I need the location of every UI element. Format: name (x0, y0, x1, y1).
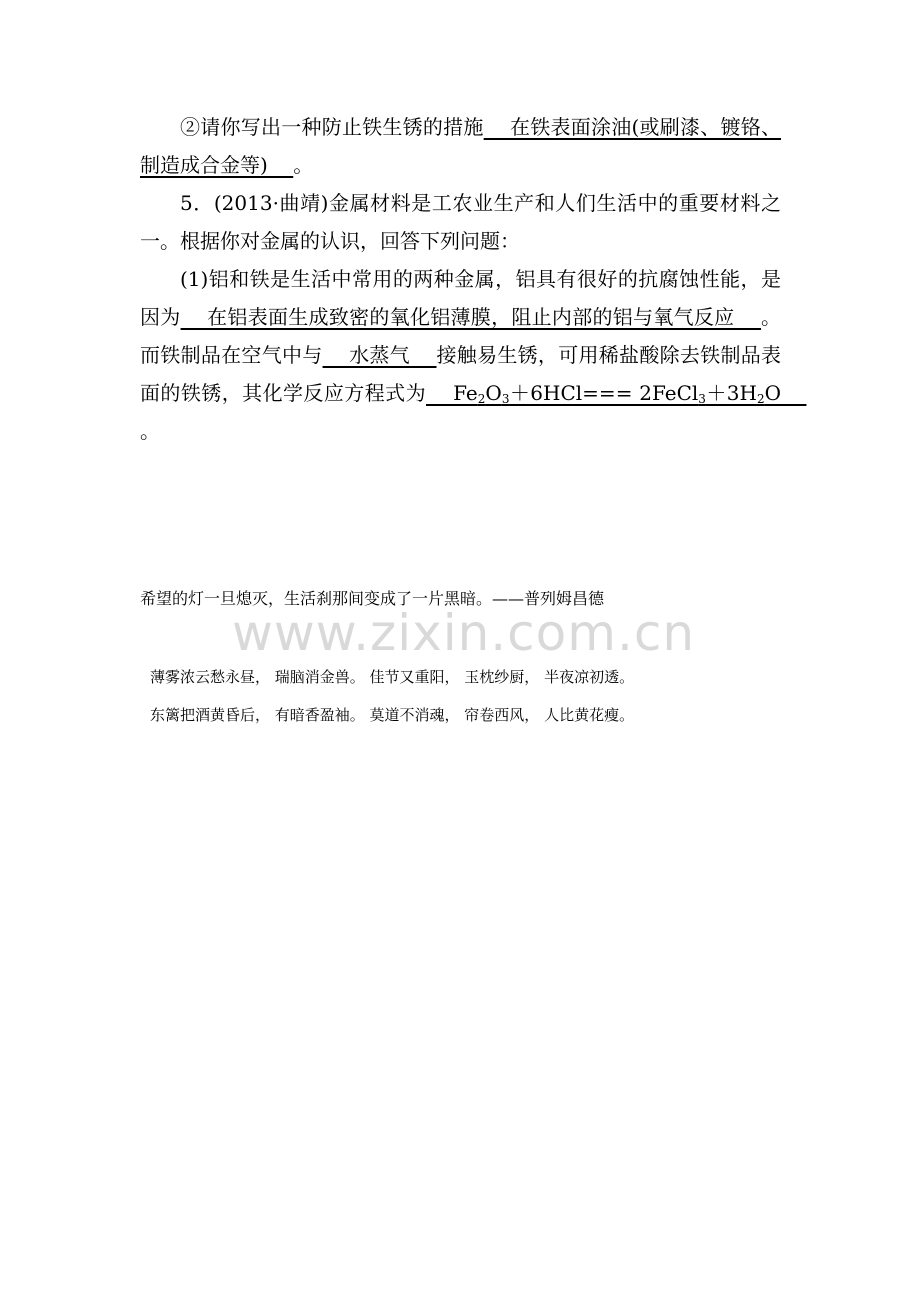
q5-part1-text3: 接触易生锈，可用稀盐酸除去铁制品表面的铁锈，其化学反应方程式为 (140, 343, 782, 405)
q5-part1-answer1: 在铝表面生成致密的氧化铝薄膜，阻止内部的铝与氧气反应 (180, 305, 762, 329)
q4-part2-answer: 在铁表面涂油(或刷漆、镀铬、制造成合金等) (140, 115, 781, 177)
eq-h-sub: 2 (756, 392, 765, 406)
q5-part1 (140, 260, 807, 450)
q5-part1-end: 。 (140, 419, 160, 443)
question-content (140, 108, 807, 450)
q5-part1-text2: 。而铁制品在空气中与 (140, 305, 782, 367)
q5-part1-text1: (1)铝和铁是生活中常用的两种金属，铝具有很好的抗腐蚀性能，是因为 (140, 267, 781, 329)
q5-part1-equation (426, 381, 806, 405)
eq-fe-sub: 2 (477, 392, 486, 406)
eq-o: O (485, 381, 502, 405)
eq-cl-sub: 3 (698, 392, 706, 406)
q5-part1-answer2: 水蒸气 (322, 343, 437, 367)
q5-intro: 5．(2013·曲靖)金属材料是工农业生产和人们生活中的重要材料之一。根据你对金属的认识，回答下列问题： (140, 191, 781, 253)
footer-quote: 希望的灯一旦熄灭，生活刹那间变成了一片黑暗。——普列姆昌德 (140, 589, 605, 608)
watermark: www.zixin.com.cn (232, 604, 696, 662)
q4-part2-end: 。 (293, 153, 314, 177)
eq-mid: ＋6HCl=== 2FeCl (509, 381, 699, 405)
eq-o-sub: 3 (501, 392, 510, 406)
eq-plus-h: ＋3H (705, 381, 757, 405)
poem-line-2: 东篱把酒黄昏后， 有暗香盈袖。 莫道不消魂， 帘卷西风， 人比黄花瘦。 (150, 706, 635, 724)
poem-line-1: 薄雾浓云愁永昼， 瑞脑消金兽。 佳节又重阳， 玉枕纱厨， 半夜凉初透。 (150, 668, 635, 686)
q4-part2-prompt: ②请你写出一种防止铁生锈的措施 (180, 115, 484, 139)
eq-fe: Fe (426, 381, 478, 405)
q4-part2 (140, 108, 781, 184)
eq-tail: O (764, 381, 807, 405)
